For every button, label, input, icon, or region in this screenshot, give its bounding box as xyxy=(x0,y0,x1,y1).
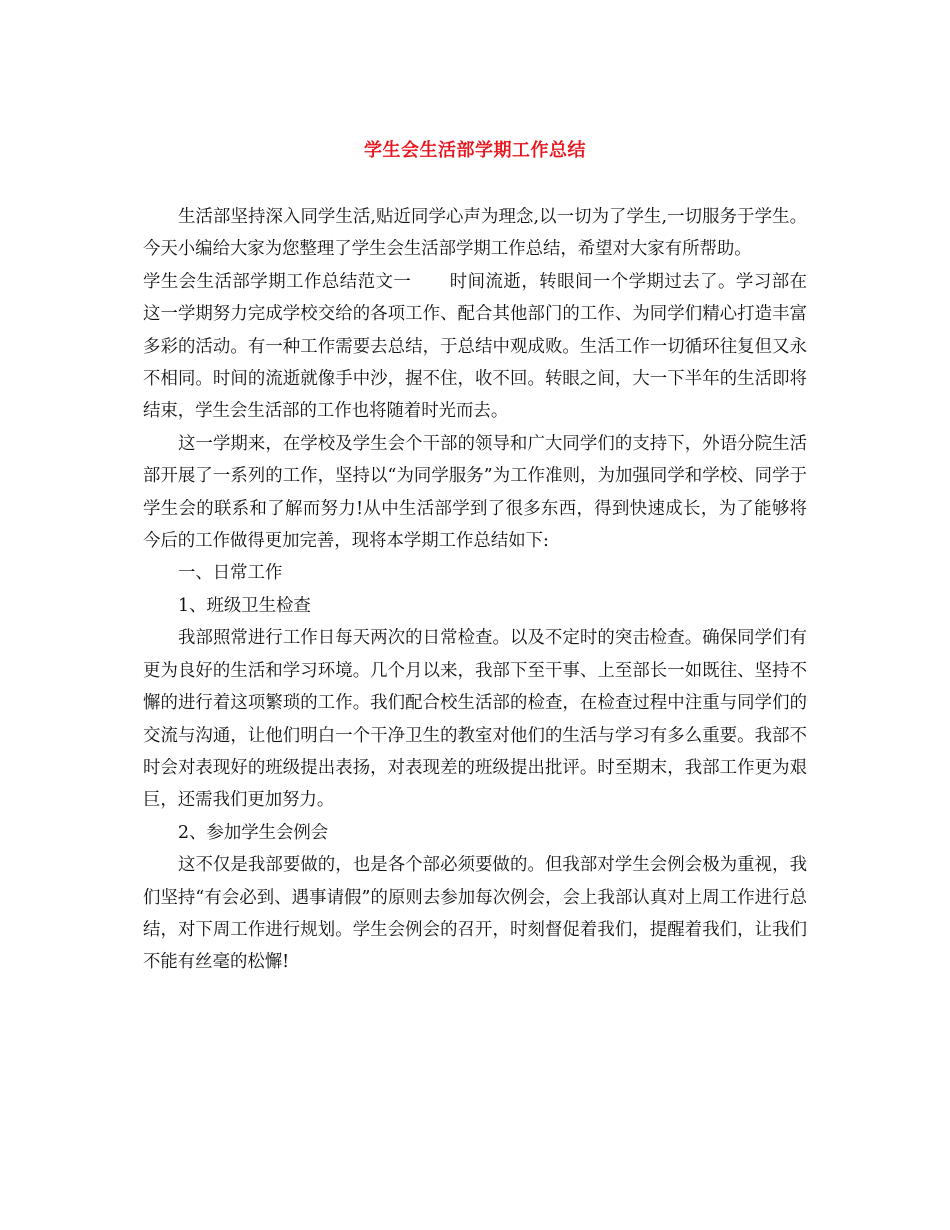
sample-text: 时间流逝，转眼间一个学期过去了。学习部在这一学期努力完成学校交给的各项工作、配合其他部门的工作、为同学们精心打造丰富多彩的活动。有一种工作需要去总结，于总结中观成败。生活工作一切循环往复但又永不相同。时间的流逝就像手中沙，握不住，收不回。转眼之间，大一下半年的生活即将结束，学生会生活部的工作也将随着时光而去。 xyxy=(143,271,807,422)
subsection-heading-2: 2、参加学生会例会 xyxy=(178,822,329,843)
hygiene-check-paragraph: 我部照常进行工作日每天两次的日常检查。以及不定时的突击检查。确保同学们有更为良好的生活和学习环境。几个月以来，我部下至干事、上至部长一如既往、坚持不懈的进行着这项繁琐的工作。我们配合校生活部的检查，在检查过程中注重与同学们的交流与沟通，让他们明白一个干净卫生的教室对他们的生活与学习有多么重要。我部不时会对表现好的班级提出表扬，对表现差的班级提出批评。时至期末，我部工作更为艰巨，还需我们更加努力。 xyxy=(143,628,807,811)
subsection-heading-1: 1、班级卫生检查 xyxy=(178,595,311,616)
sample-label: 学生会生活部学期工作总结范文一 xyxy=(143,271,412,292)
document-title: 学生会生活部学期工作总结 xyxy=(364,140,586,161)
meeting-paragraph: 这不仅是我部要做的，也是各个部必须要做的。但我部对学生会例会极为重视，我们坚持“有会必到、遇事请假”的原则去参加每次例会，会上我部认真对上周工作进行总结，对下周工作进行规划。学生会例会的召开，时刻督促着我们，提醒着我们，让我们不能有丝毫的松懈! xyxy=(143,855,807,973)
summary-paragraph: 这一学期来，在学校及学生会个干部的领导和广大同学们的支持下，外语分院生活部开展了一系列的工作，坚持以“为同学服务”为工作准则，为加强同学和学校、同学于学生会的联系和了解而努力!从中生活部学到了很多东西，得到快速成长，为了能够将今后的工作做得更加完善，现将本学期工作总结如下: xyxy=(143,433,807,552)
sample-paragraph xyxy=(143,266,807,428)
intro-paragraph: 生活部坚持深入同学生活,贴近同学心声为理念,以一切为了学生,一切服务于学生。今天小编给大家为您整理了学生会生活部学期工作总结，希望对大家有所帮助。 xyxy=(143,207,807,260)
document-body xyxy=(143,201,807,979)
section-heading: 一、日常工作 xyxy=(178,563,283,584)
